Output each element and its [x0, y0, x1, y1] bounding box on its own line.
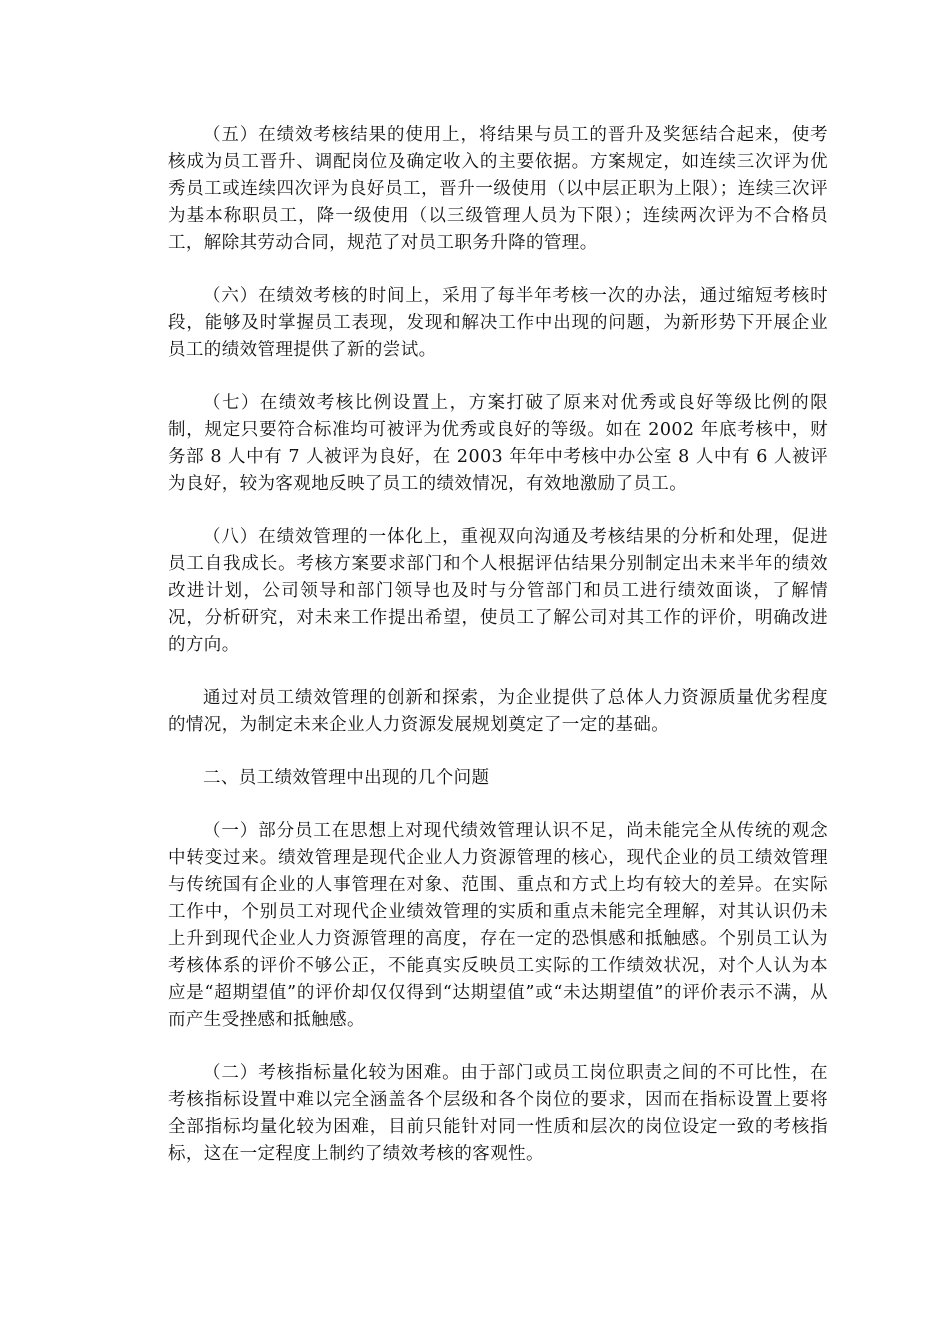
- paragraph-6-assessment-time: （六）在绩效考核的时间上，采用了每半年考核一次的办法，通过缩短考核时段，能够及时掌握员工表现，发现和解决工作中出现的问题，为新形势下开展企业员工的绩效管理提供了新的尝试。: [168, 286, 828, 360]
- paragraph-problem-2: （二）考核指标量化较为困难。由于部门或员工岗位职责之间的不可比性，在考核指标设置中难以完全涵盖各个层级和各个岗位的要求，因而在指标设置上要将全部指标均量化较为困难，目前只能针对同一性质和层次的岗位设定一致的考核指标，这在一定程度上制约了绩效考核的客观性。: [168, 1063, 828, 1164]
- paragraph-8-integration: （八）在绩效管理的一体化上，重视双向沟通及考核结果的分析和处理，促进员工自我成长。考核方案要求部门和个人根据评估结果分别制定出未来半年的绩效改进计划，公司领导和部门领导也及时与分管部门和员工进行绩效面谈，了解情况，分析研究，对未来工作提出希望，使员工了解公司对其工作的评价，明确改进的方向。: [168, 527, 828, 655]
- paragraph-problem-1: （一）部分员工在思想上对现代绩效管理认识不足，尚未能完全从传统的观念中转变过来。绩效管理是现代企业人力资源管理的核心，现代企业的员工绩效管理与传统国有企业的人事管理在对象、范围、重点和方式上均有较大的差异。在实际工作中，个别员工对现代企业绩效管理的实质和重点未能完全理解，对其认识仍未上升到现代企业人力资源管理的高度，存在一定的恐惧感和抵触感。个别员工认为考核体系的评价不够公正，不能真实反映员工实际的工作绩效状况，对个人认为本应是“超期望值”的评价却仅仅得到“达期望值”或“未达期望值”的评价表示不满，从而产生受挫感和抵触感。: [168, 821, 828, 1030]
- paragraph-summary: 通过对员工绩效管理的创新和探索，为企业提供了总体人力资源质量优劣程度的情况，为制定未来企业人力资源发展规划奠定了一定的基础。: [168, 688, 828, 735]
- document-page: [168, 122, 828, 1168]
- section-heading: 二、员工绩效管理中出现的几个问题: [203, 768, 490, 788]
- paragraph-5-results-usage: （五）在绩效考核结果的使用上，将结果与员工的晋升及奖惩结合起来，使考核成为员工晋升、调配岗位及确定收入的主要依据。方案规定，如连续三次评为优秀员工或连续四次评为良好员工，晋升一级使用（以中层正职为上限）；连续三次评为基本称职员工，降一级使用（以三级管理人员为下限）；连续两次评为不合格员工，解除其劳动合同，规范了对员工职务升降的管理。: [168, 125, 828, 253]
- paragraph-7-ratio-setting: （七）在绩效考核比例设置上，方案打破了原来对优秀或良好等级比例的限制，规定只要符合标准均可被评为优秀或良好的等级。如在 2002 年底考核中，财务部 8 人中有 7 人被评为良好，在 2003 年年中考核中办公室 8 人中有 6 人被评为良好，较为客观地反映了员工的绩效情况，有效地激励了员工。: [168, 393, 828, 494]
